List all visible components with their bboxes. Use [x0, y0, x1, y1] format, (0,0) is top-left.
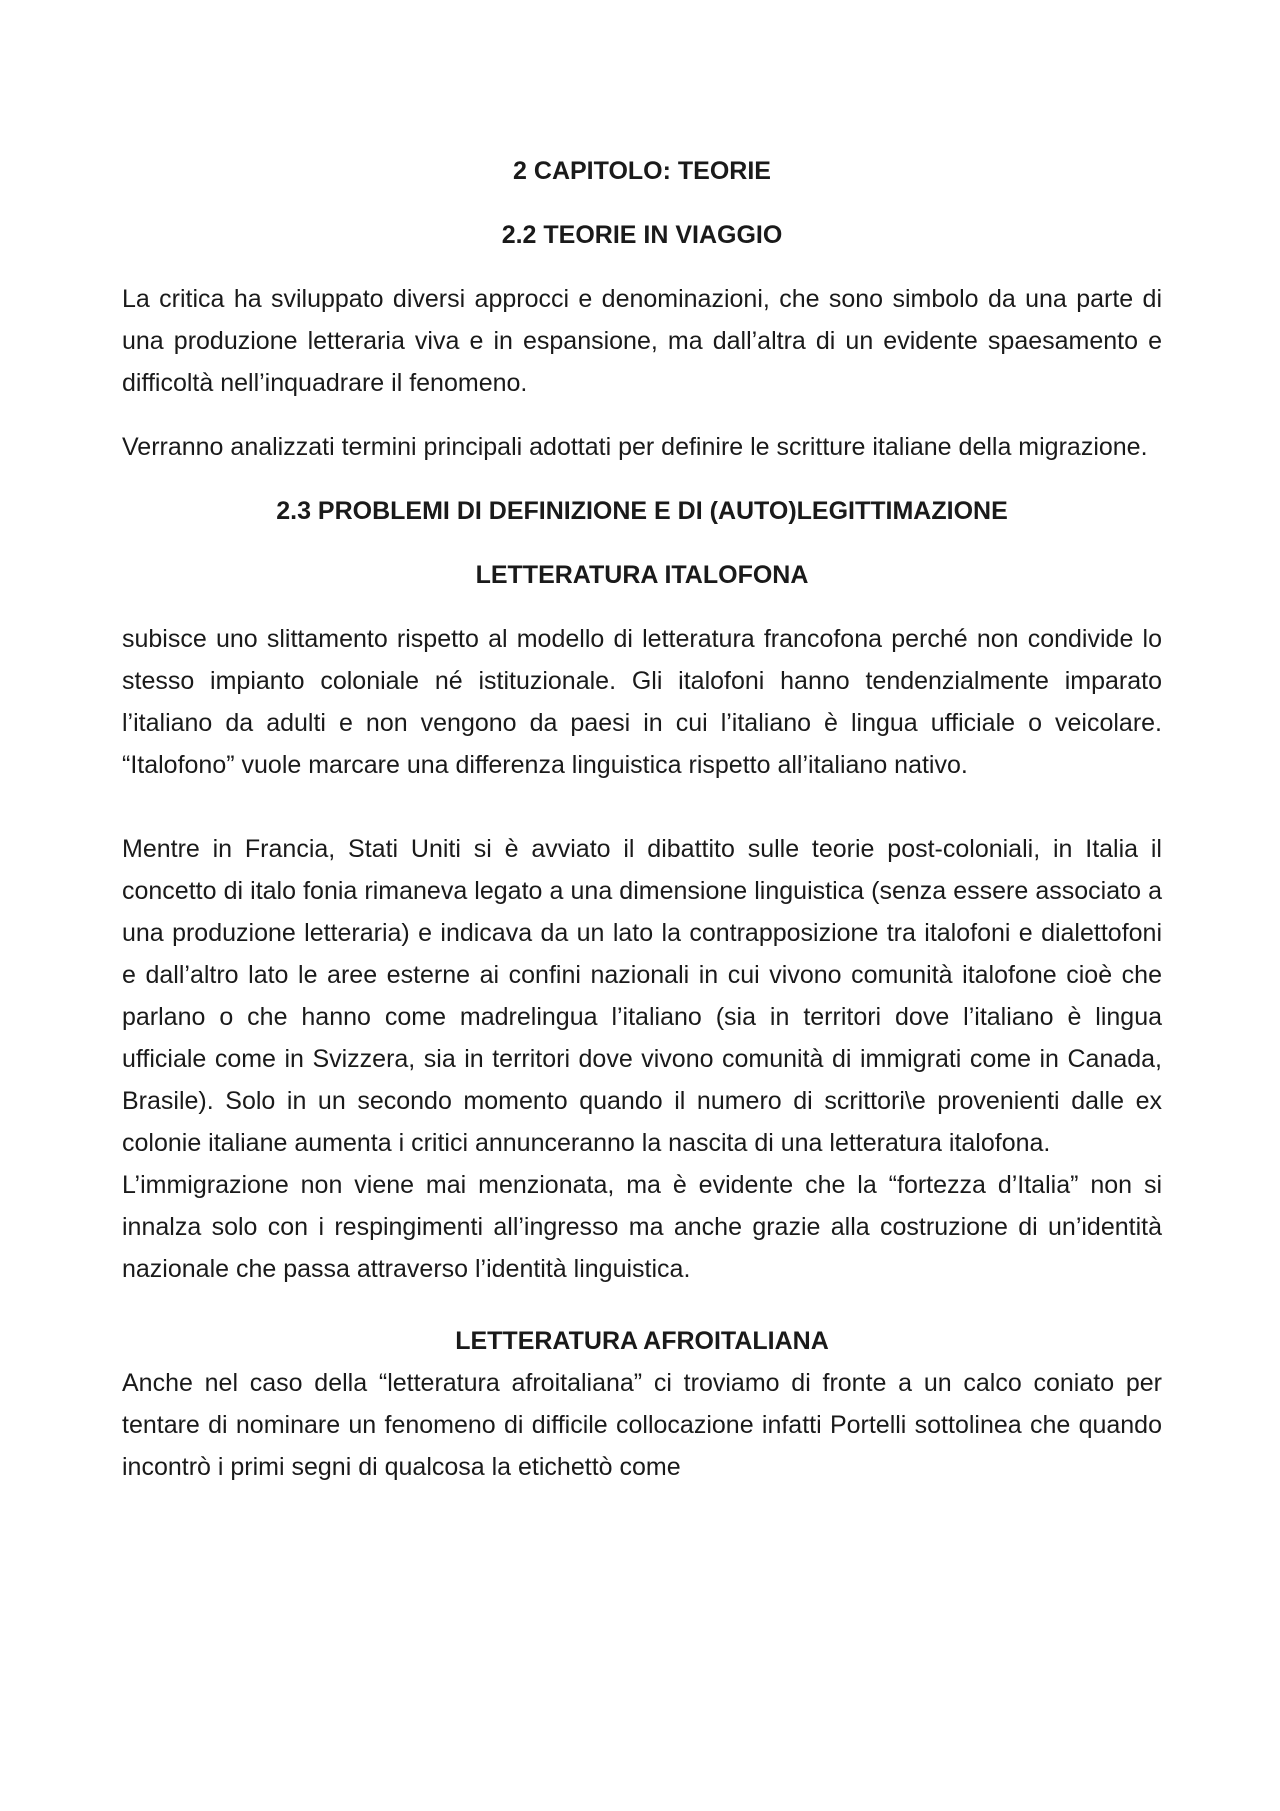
italofona-paragraph-1: subisce uno slittamento rispetto al modello di letteratura francofona perché non condivide lo stesso impianto coloniale né istituzionale. Gli italofoni hanno tendenzialmente imparato l’italiano da adulti e non vengono da paesi in cui l’italiano è lingua ufficiale o veicolare. “Italofono” vuole marcare una differenza linguistica rispetto all’italiano nativo. [122, 625, 1162, 779]
blank-line [122, 786, 1162, 828]
section-2-2-paragraph-2: Verranno analizzati termini principali adottati per definire le scritture italiane della migrazione. [122, 433, 1148, 461]
afroitaliana-paragraph-1: Anche nel caso della “letteratura afroitaliana” ci troviamo di fronte a un calco coniato per tentare di nominare un fenomeno di difficile collocazione infatti Portelli sottolinea che quando incontrò i primi segni di qualcosa la etichettò come [122, 1369, 1162, 1481]
section-2-2-heading: 2.2 TEORIE IN VIAGGIO [501, 221, 783, 249]
afroitaliana-heading: LETTERATURA AFROITALIANA [455, 1327, 829, 1355]
italofona-heading: LETTERATURA ITALOFONA [475, 561, 809, 589]
italofona-paragraph-3: L’immigrazione non viene mai menzionata, ma è evidente che la “fortezza d’Italia” non si innalza solo con i respingimenti all’ingresso ma anche grazie alla costruzione di un’identità nazionale che passa attraverso l’identità linguistica. [122, 1171, 1162, 1283]
blank-line [122, 1290, 1162, 1320]
section-2-3-heading: 2.3 PROBLEMI DI DEFINIZIONE E DI (AUTO)LEGITTIMAZIONE [276, 497, 1008, 525]
italofona-paragraph-2: Mentre in Francia, Stati Uniti si è avviato il dibattito sulle teorie post-coloniali, in Italia il concetto di italo fonia rimaneva legato a una dimensione linguistica (senza essere associato a una produzione letteraria) e indicava da un lato la contrapposizione tra italofoni e dialettofoni e dall’altro lato le aree esterne ai confini nazionali in cui vivono comunità italofone cioè che parlano o che hanno come madrelingua l’italiano (sia in territori dove l’italiano è lingua ufficiale come in Svizzera, sia in territori dove vivono comunità di immigrati come in Canada, Brasile). Solo in un secondo momento quando il numero di scrittori\e provenienti dalle ex colonie italiane aumenta i critici annunceranno la nascita di una letteratura italofona. [122, 835, 1162, 1157]
chapter-heading: 2 CAPITOLO: TEORIE [513, 157, 771, 185]
document-page [122, 150, 1162, 1488]
section-2-2-paragraph-1: La critica ha sviluppato diversi approcci e denominazioni, che sono simbolo da una parte di una produzione letteraria viva e in espansione, ma dall’altra di un evidente spaesamento e difficoltà nell’inquadrare il fenomeno. [122, 285, 1162, 397]
